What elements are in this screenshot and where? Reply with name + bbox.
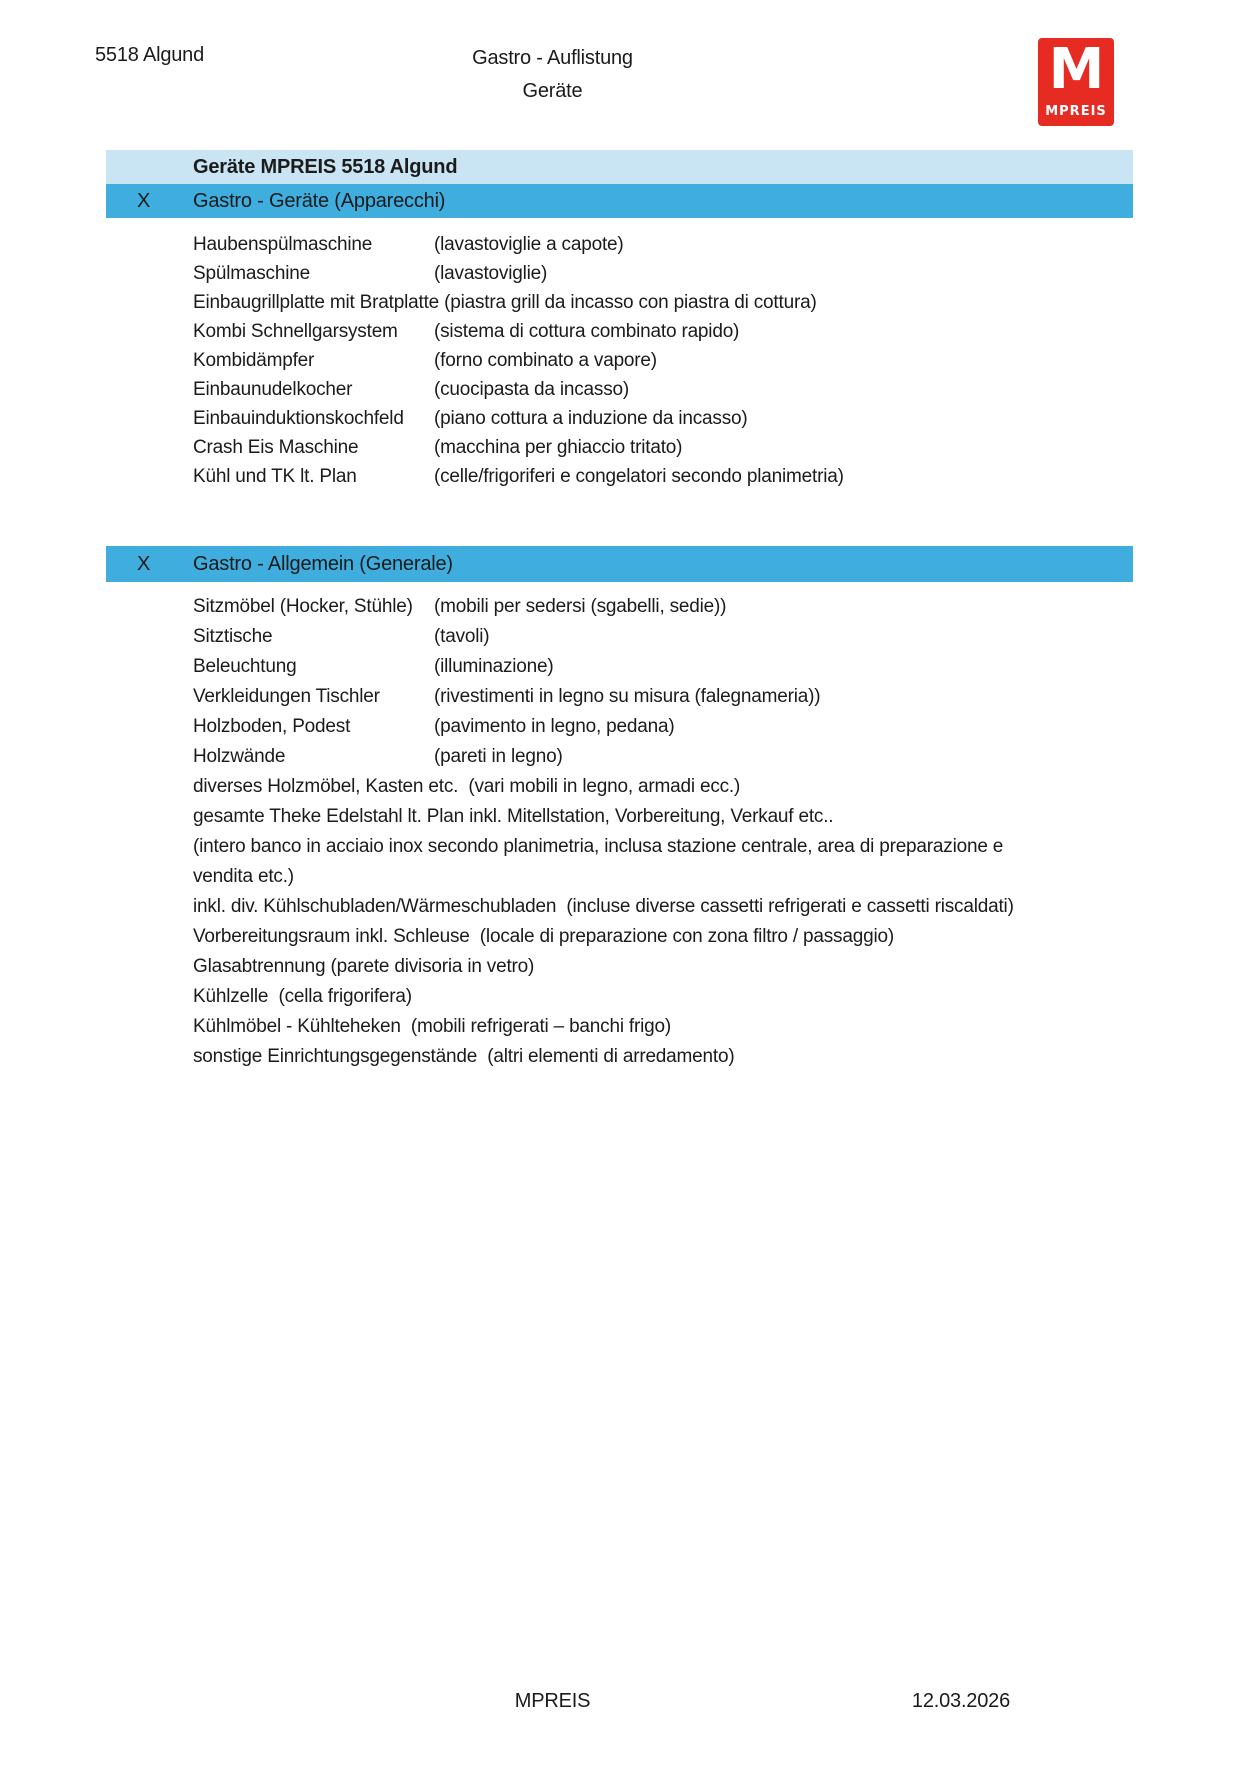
item-label-de: Kombi Schnellgarsystem [193, 321, 398, 342]
footer-brand: MPREIS [514, 1690, 591, 1712]
item-label-de: Haubenspülmaschine [193, 234, 373, 255]
list-item: inkl. div. Kühlschubladen/Wärmeschubladen (incluse diverse cassetti refrigerati e cassetti riscaldati) [193, 896, 1014, 917]
section-title: Gastro - Geräte (Apparecchi) [193, 189, 446, 212]
store-reference: 5518 Algund [95, 44, 205, 66]
equipment-list [193, 230, 1063, 491]
item-label-de: Kombidämpfer [193, 350, 315, 371]
item-translation-it: (lavastoviglie) [434, 263, 548, 284]
item-translation-it: (cuocipasta da incasso) [434, 379, 630, 400]
mpreis-logo [1038, 38, 1114, 126]
section-check-mark: X [137, 552, 151, 575]
item-label-de: Holzboden, Podest [193, 716, 351, 737]
item-translation-it: (sistema di cottura combinato rapido) [434, 321, 740, 342]
item-translation-it: (pareti in legno) [434, 746, 563, 767]
list-item [193, 592, 1063, 622]
list-header-title: Geräte MPREIS 5518 Algund [193, 155, 458, 178]
item-label-de: Kühl und TK lt. Plan [193, 466, 357, 487]
document-title-block [95, 42, 1010, 108]
list-item: sonstige Einrichtungsgegenstände (altri elementi di arredamento) [193, 1046, 735, 1067]
list-item [193, 230, 1063, 259]
list-item: Glasabtrennung (parete divisoria in vetro) [193, 956, 535, 977]
list-item: Kühlzelle (cella frigorifera) [193, 986, 412, 1007]
list-item: Vorbereitungsraum inkl. Schleuse (locale di preparazione con zona filtro / passaggio) [193, 926, 894, 947]
item-label-de: Sitztische [193, 626, 273, 647]
item-translation-it: (pavimento in legno, pedana) [434, 716, 675, 737]
footer-date: 12.03.2026 [911, 1690, 1010, 1712]
document-subtitle: Geräte [522, 80, 583, 102]
item-label-de: Einbauinduktionskochfeld [193, 408, 404, 429]
list-item [193, 404, 1063, 433]
item-translation-it: (macchina per ghiaccio tritato) [434, 437, 683, 458]
list-item: diverses Holzmöbel, Kasten etc. (vari mobili in legno, armadi ecc.) [193, 776, 741, 797]
list-item [193, 742, 1063, 772]
logo-wordmark: MPREIS [1045, 104, 1107, 119]
general-list [193, 592, 1063, 1072]
item-label-de: Verkleidungen Tischler [193, 686, 380, 707]
item-label-de: Einbaunudelkocher [193, 379, 353, 400]
document-title: Gastro - Auflistung [472, 47, 633, 69]
list-header-bar [106, 150, 1133, 184]
item-label-de: Spülmaschine [193, 263, 310, 284]
list-item [193, 712, 1063, 742]
item-translation-it: (celle/frigoriferi e congelatori secondo planimetria) [434, 466, 844, 487]
list-item [193, 622, 1063, 652]
item-label-de: Sitzmöbel (Hocker, Stühle) [193, 596, 413, 617]
item-translation-it: (tavoli) [434, 626, 490, 647]
item-translation-it: (rivestimenti in legno su misura (falegnameria)) [434, 686, 821, 707]
list-item [193, 259, 1063, 288]
item-translation-it: (mobili per sedersi (sgabelli, sedie)) [434, 596, 727, 617]
logo-m-icon: M [1048, 37, 1104, 102]
section-bar-gastro-allgemein [106, 546, 1133, 582]
item-label-de: Holzwände [193, 746, 286, 767]
list-item [193, 433, 1063, 462]
list-item: (intero banco in acciaio inox secondo planimetria, inclusa stazione centrale, area di preparazione e vendita etc.) [193, 836, 1009, 887]
list-item [193, 462, 1063, 491]
list-item: Kühlmöbel - Kühlteheken (mobili refrigerati – banchi frigo) [193, 1016, 672, 1037]
list-item [193, 375, 1063, 404]
list-item [193, 317, 1063, 346]
item-translation-it: (illuminazione) [434, 656, 554, 677]
item-translation-it: (piano cottura a induzione da incasso) [434, 408, 748, 429]
section-check-mark: X [137, 189, 151, 212]
list-item [193, 652, 1063, 682]
item-translation-it: (lavastoviglie a capote) [434, 234, 624, 255]
item-label-de: Crash Eis Maschine [193, 437, 359, 458]
section-bar-gastro-geraete [106, 184, 1133, 218]
item-translation-it: (forno combinato a vapore) [434, 350, 657, 371]
list-item [193, 346, 1063, 375]
section-title: Gastro - Allgemein (Generale) [193, 552, 453, 575]
list-item: Einbaugrillplatte mit Bratplatte (piastra grill da incasso con piastra di cottura) [193, 292, 817, 313]
item-label-de: Beleuchtung [193, 656, 297, 677]
list-item [193, 682, 1063, 712]
list-item: gesamte Theke Edelstahl lt. Plan inkl. Mitellstation, Vorbereitung, Verkauf etc.. [193, 806, 834, 827]
